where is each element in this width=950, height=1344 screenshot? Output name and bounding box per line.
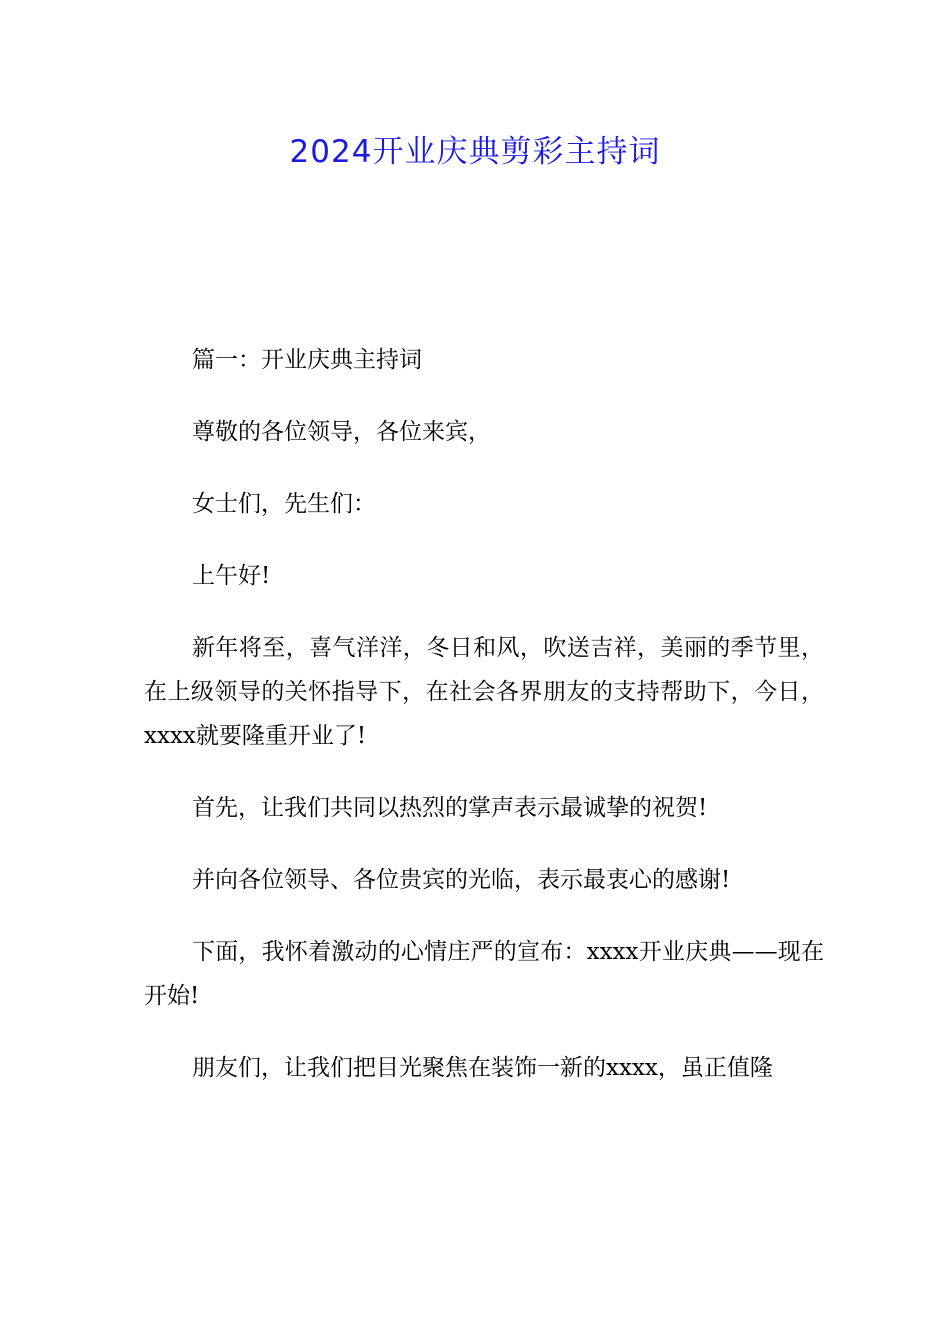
paragraph: 尊敬的各位领导，各位来宾， — [192, 419, 491, 445]
paragraph: 女士们，先生们： — [192, 491, 376, 517]
document-title: 2024开业庆典剪彩主持词 — [289, 134, 661, 170]
document-body — [144, 338, 824, 1118]
paragraph: 上午好! — [192, 563, 271, 589]
paragraph: 朋友们，让我们把目光聚焦在装饰一新的xxxx，虽正值隆 — [192, 1055, 773, 1081]
paragraph: 并向各位领导、各位贵宾的光临，表示最衷心的感谢! — [192, 867, 731, 893]
paragraph: 新年将至，喜气洋洋，冬日和风，吹送吉祥，美丽的季节里，在上级领导的关怀指导下，在社会各界朋友的支持帮助下，今日，xxxx就要隆重开业了! — [144, 635, 824, 749]
paragraph: 篇一：开业庆典主持词 — [192, 347, 422, 373]
paragraph: 首先，让我们共同以热烈的掌声表示最诚挚的祝贺! — [192, 795, 708, 821]
paragraph: 下面，我怀着激动的心情庄严的宣布：xxxx开业庆典——现在开始! — [144, 939, 824, 1009]
